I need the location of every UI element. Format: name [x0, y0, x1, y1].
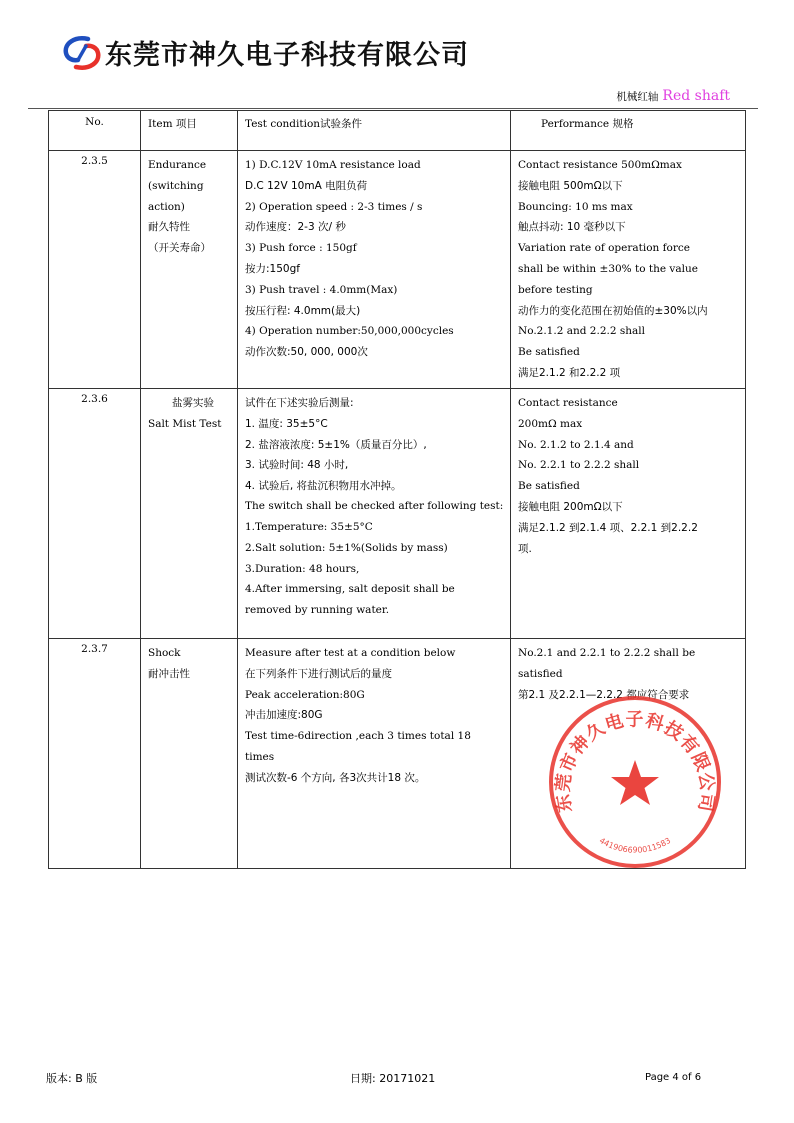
seal-code: 441906690011583 — [597, 835, 673, 855]
row-condition: 1) D.C.12V 10mA resistance load D.C 12V 10mA 电阻负荷 2) Operation speed : 2-3 times / s 动作速度：2-3 次/ 秒 3) Push force : 150gf 按力:150gf 3) Push travel : 4.0mm(Max) 按压行程: 4.0mm(最大) 4) Operation number:50,000,000cycles 动作次数:50, 000, 000次 — [238, 151, 511, 389]
header-condition: Test condition试验条件 — [238, 111, 511, 151]
row-no: 2.3.5 — [49, 151, 141, 389]
seal-text: 东莞市神久电子科技有限公司 — [552, 709, 718, 814]
page-header — [0, 0, 794, 110]
row-item: Shock 耐冲击性 — [141, 639, 238, 869]
table-row — [49, 389, 746, 639]
table-header-row — [49, 111, 746, 151]
row-performance: No.2.1 and 2.2.1 to 2.2.2 shall be satisfied 第2.1 及2.2.1—2.2.2 都应符合要求 — [511, 639, 746, 869]
footer-page: Page 4 of 6 — [645, 1072, 702, 1083]
header-no: No. — [49, 111, 141, 151]
subtitle-cn: 机械红轴 — [616, 91, 659, 103]
row-condition: Measure after test at a condition below 在下列条件下进行测试后的量度 Peak acceleration:80G 冲击加速度:80G Test time-6direction ,each 3 times total 18 times 测试次数-6 个方向, 各3次共计18 次。 — [238, 639, 511, 869]
row-performance: Contact resistance 500mΩmax 接触电阻 500mΩ以下 Bouncing: 10 ms max 触点抖动: 10 毫秒以下 Variation rate of operation force shall be within ±30% to the value before testing 动作力的变化范围在初始值的±30%以内 No.2.1.2 and 2.2.2 shall Be satisfied 满足2.1.2 和2.2.2 项 — [511, 151, 746, 389]
company-logo-icon — [62, 36, 102, 70]
company-seal — [546, 693, 724, 871]
row-no: 2.3.6 — [49, 389, 141, 639]
row-performance: Contact resistance 200mΩ max No. 2.1.2 to 2.1.4 and No. 2.2.1 to 2.2.2 shall Be satisfied 接触电阻 200mΩ以下 满足2.1.2 到2.1.4 项、2.2.1 到2.2.2 项. — [511, 389, 746, 639]
row-condition: 试件在下述实验后测量: 1. 温度: 35±5°C 2. 盐溶液浓度: 5±1%（质量百分比）, 3. 试验时间: 48 小时, 4. 试验后, 将盐沉积物用水冲掉。 The switch shall be checked after following test: 1.Temperature: 35±5°C 2.Salt solution: 5±1%(Solids by mass) 3.Duration: 48 hours, 4.After immersing, salt deposit shall be removed by running water. — [238, 389, 511, 639]
row-item: 盐雾实验 Salt Mist Test — [141, 389, 238, 639]
company-name: 东莞市神久电子科技有限公司 — [105, 40, 469, 71]
footer-version: 版本: B 版 — [46, 1072, 98, 1085]
star-icon — [611, 760, 659, 805]
table-row — [49, 151, 746, 389]
footer-date: 日期: 20171021 — [350, 1072, 436, 1085]
document-subtitle — [616, 88, 730, 104]
header-rule — [28, 108, 758, 109]
row-item: Endurance (switching action) 耐久特性 （开关寿命） — [141, 151, 238, 389]
subtitle-en: Red shaft — [662, 88, 730, 104]
header-performance: Performance 规格 — [511, 111, 746, 151]
row-no: 2.3.7 — [49, 639, 141, 869]
header-item: Item 项目 — [141, 111, 238, 151]
